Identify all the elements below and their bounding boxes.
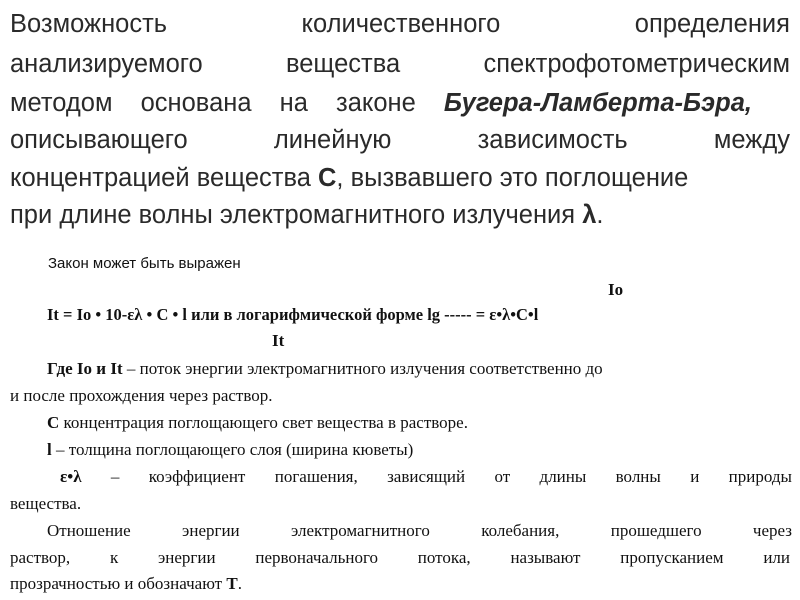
definition-text: – поток энергии электромагнитного излучения соответственно до xyxy=(122,359,603,378)
heading-word: определения xyxy=(634,10,790,38)
definition-line-3 xyxy=(47,412,800,434)
definition-word: зависящий xyxy=(387,467,466,486)
definition-word: волны xyxy=(615,467,661,486)
formula-numerator: Io xyxy=(608,280,624,299)
heading-line-5 xyxy=(10,160,790,196)
law-name: Бугера-Ламберта-Бэра, xyxy=(443,89,752,117)
definition-term: l xyxy=(47,440,52,459)
definition-word: погашения, xyxy=(274,467,358,486)
concentration-symbol: С xyxy=(317,164,337,192)
definition-word: природы xyxy=(728,467,792,486)
heading-text: , вызвавшего это поглощение xyxy=(336,164,689,192)
definition-word: первоначального xyxy=(255,548,379,567)
heading-word: Возможность xyxy=(10,10,168,38)
heading-word: описывающего xyxy=(10,126,188,154)
definition-word: энергии xyxy=(157,548,216,567)
transmittance-symbol: Т xyxy=(226,574,238,593)
definition-word: Отношение xyxy=(47,521,131,540)
definition-term: ε•λ xyxy=(60,467,82,486)
definition-word: – xyxy=(110,467,120,486)
formula-main: It = Io • 10-ελ • C • l или в логарифмической форме lg ----- = ε•λ•C•l xyxy=(47,305,539,324)
heading-text: при длине волны электромагнитного излучения xyxy=(10,201,576,229)
heading-line-6 xyxy=(10,197,790,233)
definition-text: – толщина поглощающего слоя (ширина кюветы) xyxy=(51,440,414,459)
heading-word: зависимость xyxy=(477,126,628,154)
definition-word: потока, xyxy=(417,548,471,567)
definition-word: колебания, xyxy=(481,521,560,540)
formula-intro: Закон может быть выражен xyxy=(48,255,241,272)
definition-word: через xyxy=(752,521,792,540)
definition-line-5 xyxy=(60,466,792,488)
heading-line-1 xyxy=(10,6,790,42)
heading-line-3 xyxy=(10,85,752,121)
heading-word: спектрофотометрическим xyxy=(483,50,790,78)
heading-word: методом xyxy=(10,89,113,117)
heading-word: вещества xyxy=(285,50,401,78)
heading-word: количественного xyxy=(301,10,501,38)
definition-word: раствор, xyxy=(10,548,71,567)
definition-word: к xyxy=(109,548,119,567)
heading-word: законе xyxy=(336,89,416,117)
definition-word: или xyxy=(763,548,790,567)
definition-text: прозрачностью и обозначают xyxy=(10,574,227,593)
heading-text: концентрацией вещества xyxy=(10,164,311,192)
definition-line-4 xyxy=(47,439,800,461)
heading-word: на xyxy=(279,89,308,117)
definition-line-1 xyxy=(47,358,792,380)
definition-line-9 xyxy=(10,573,790,595)
definition-line-2: и после прохождения через раствор. xyxy=(10,386,273,405)
definition-line-8 xyxy=(10,547,790,569)
heading-word: анализируемого xyxy=(10,50,203,78)
heading-word: основана xyxy=(140,89,252,117)
definition-word: пропусканием xyxy=(620,548,724,567)
definition-line-7 xyxy=(47,520,792,542)
heading-text: . xyxy=(596,201,604,229)
definition-term: С xyxy=(47,413,60,432)
definition-word: от xyxy=(494,467,511,486)
definition-term: Где Io и It xyxy=(47,359,123,378)
definition-word: прошедшего xyxy=(610,521,702,540)
heading-word: между xyxy=(713,126,790,154)
definition-text: . xyxy=(237,574,242,593)
heading-line-2 xyxy=(10,46,790,82)
definition-line-6: вещества. xyxy=(10,494,82,513)
formula-denominator: It xyxy=(272,331,285,350)
heading-line-4 xyxy=(10,122,790,158)
definition-word: длины xyxy=(539,467,587,486)
definition-text: концентрация поглощающего свет вещества в растворе. xyxy=(59,413,468,432)
heading-word: линейную xyxy=(273,126,392,154)
lambda-symbol: λ xyxy=(582,201,597,229)
definition-word: коэффициент xyxy=(148,467,246,486)
definition-word: электромагнитного xyxy=(291,521,430,540)
definition-word: называют xyxy=(510,548,581,567)
definition-word: энергии xyxy=(182,521,240,540)
definition-word: и xyxy=(690,467,700,486)
